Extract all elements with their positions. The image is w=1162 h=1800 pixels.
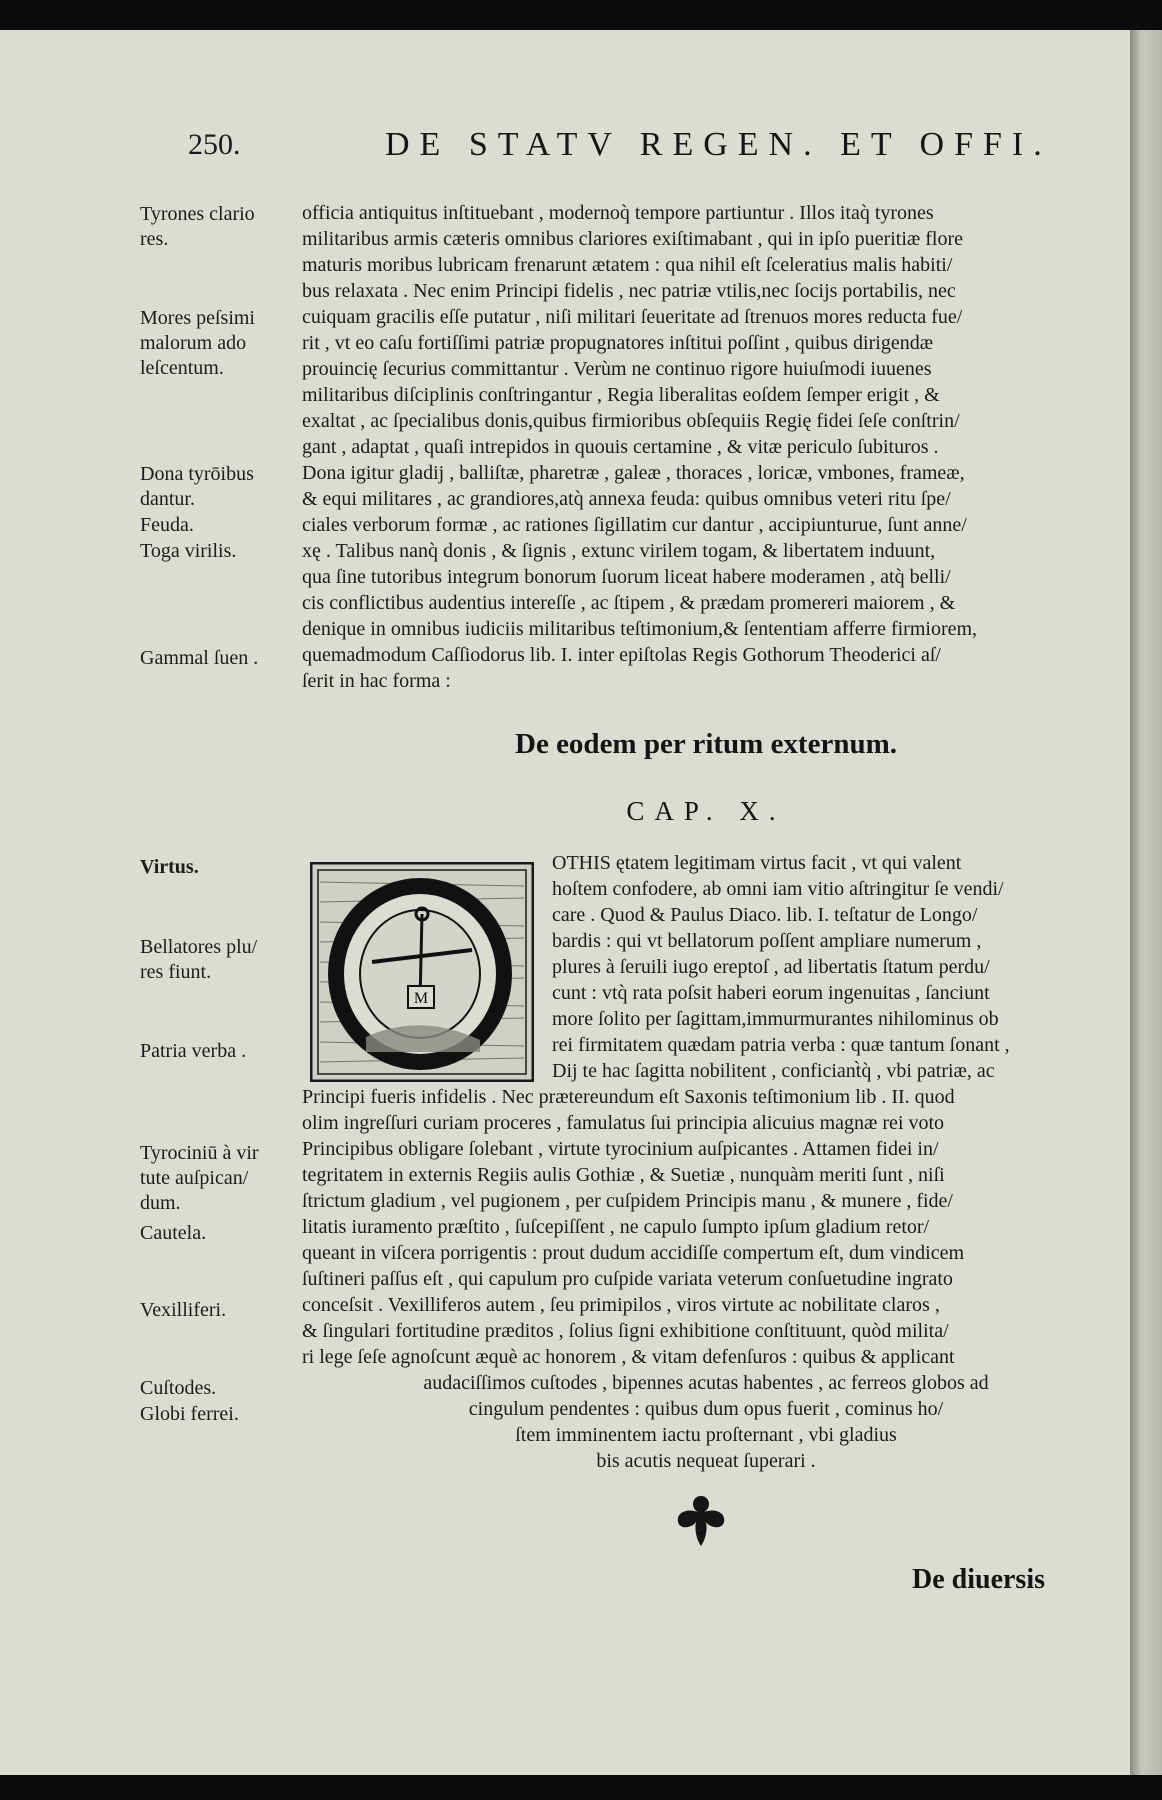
margin-note: Mores peſsimi malorum ado leſcentum. bbox=[140, 307, 255, 379]
text-line: ſuſtineri paſſus eſt , qui capulum pro cuſpide variata veterum conſuetudine ingrato bbox=[302, 1268, 953, 1290]
text-line: conceſsit . Vexilliferos autem , ſeu primipilos , viros virtute ac nobilitate claros , bbox=[302, 1294, 940, 1316]
text-line: cis conflictibus audentius intereſſe , ac ſtipem , & prædam promereri maiorem , & bbox=[302, 592, 956, 614]
text-line: audaciſſimos cuſtodes , bipennes acutas habentes , ac ferreos globos ad bbox=[423, 1372, 989, 1394]
svg-text:M: M bbox=[413, 990, 429, 1007]
text-line: Principibus obligare ſolebant , virtute tyrocinium auſpicantes . Attamen fidei in/ bbox=[302, 1138, 939, 1160]
text-line: rit , vt eo caſu fortiſſimi patriæ propugnatores inſtitui poſſint , quibus dirigendæ bbox=[302, 332, 934, 354]
text-line: quemadmodum Caſſiodorus lib. I. inter epiſtolas Regis Gothorum Theoderici aſ/ bbox=[302, 644, 941, 666]
margin-note: Cuſtodes. bbox=[140, 1377, 217, 1399]
text-line: cingulum pendentes : quibus dum opus fuerit , cominus ho/ bbox=[468, 1398, 944, 1420]
text-line: bardis : qui vt bellatorum poſſent ampliare numerum , bbox=[552, 930, 982, 952]
paragraph-body bbox=[302, 200, 1110, 694]
chapter-heading: CAP. X. bbox=[626, 796, 786, 826]
text-line: hoſtem confodere, ab omni iam vitio aſtringitur ſe vendi/ bbox=[552, 878, 1004, 900]
margin-note: Globi ferrei. bbox=[140, 1403, 239, 1425]
text-line: rei firmitatem quædam patria verba : quæ tantum ſonant , bbox=[552, 1034, 1010, 1056]
text-line: xę . Talibus nanq̀ donis , & ſignis , extunc virilem togam, & libertatem induunt, bbox=[302, 540, 936, 562]
text-line: tegritatem in externis Regiis aulis Gothiæ , & Suetiæ , nunquàm meriti ſunt , niſi bbox=[302, 1164, 945, 1186]
text-line: more ſolito per ſagittam,immurmurantes nihilominus ob bbox=[552, 1008, 999, 1030]
text-line: cunt : vtq̀ rata poſsit haberi eorum ingenuitas , ſanciunt bbox=[552, 982, 990, 1004]
margin-note: Gammal ſuen . bbox=[140, 647, 259, 669]
paragraph-body bbox=[302, 850, 1110, 1474]
fleuron-ornament-icon bbox=[670, 1492, 732, 1548]
text-line: olim ingreſſuri curiam proceres , famulatus ſui principia alicuius magnæ rei voto bbox=[302, 1112, 945, 1134]
text-line: ri lege ſeſe agnoſcunt æquè ac honorem , & vitam defenſuros : quibus & applicant bbox=[302, 1346, 955, 1368]
margin-note: Toga virilis. bbox=[140, 540, 237, 562]
text-line: militaribus diſciplinis conſtringantur , Regia liberalitas eoſdem ſemper erigit , & bbox=[302, 384, 940, 406]
text-line: care . Quod & Paulus Diaco. lib. I. teſtatur de Longo/ bbox=[552, 904, 978, 926]
margin-note: Tyrones clario res. bbox=[140, 203, 255, 250]
margin-note: Feuda. bbox=[140, 514, 194, 536]
text-line: bus relaxata . Nec enim Principi fidelis , nec patriæ vtilis,nec ſocijs portabilis, nec bbox=[302, 280, 956, 302]
text-line: plures à ſeruili iugo ereptoſ , ad libertatis ſtatum perdu/ bbox=[552, 956, 990, 978]
text-line: gant , adaptat , quaſi intrepidos in quouis certamine , & vitæ periculo ſubituros . bbox=[302, 436, 939, 458]
text-line: & equi militares , ac grandiores,atq̀ annexa feuda: quibus omnibus veteri ritu ſpe/ bbox=[302, 488, 951, 510]
text-line: ſerit in hac forma : bbox=[302, 670, 451, 692]
text-line: qua ſine tutoribus integrum bonorum ſuorum liceat habere moderamen , atq̀ belli/ bbox=[302, 566, 951, 588]
text-line: ciales verborum formæ , ac rationes ſigillatim cur dantur , accipiunturue, ſunt anne/ bbox=[302, 514, 967, 536]
margin-note: Virtus. bbox=[140, 856, 199, 878]
margin-note: Dona tyrōibus dantur. bbox=[140, 463, 254, 510]
book-page-edge bbox=[1128, 30, 1162, 1775]
section-title: De eodem per ritum externum. bbox=[515, 728, 897, 760]
page-number: 250. bbox=[188, 128, 241, 161]
text-line: ſtrictum gladium , vel pugionem , per cuſpidem Principis manu , & munere , fide/ bbox=[302, 1190, 953, 1212]
text-line: militaribus armis cæteris omnibus clariores exiſtimabant , qui in ipſo pueritiæ flore bbox=[302, 228, 963, 250]
margin-note: Patria verba . bbox=[140, 1040, 247, 1062]
text-line: cuiquam gracilis eſſe putatur , niſi militari ſeueritate ad ſtrenuos mores reducta fue/ bbox=[302, 306, 963, 328]
text-line: bis acutis nequeat ſuperari . bbox=[596, 1450, 816, 1472]
text-line: queant in viſcera porrigentis : prout dudum accidiſſe compertum eſt, dum vindicem bbox=[302, 1242, 965, 1264]
text-line: & ſingulari fortitudine præditos , ſolius ſigni exhibitione conſtituunt, quòd milita/ bbox=[302, 1320, 949, 1342]
text-line: Dij te hac ſagitta nobilitent , conficiant̀q̀ , vbi patriæ, ac bbox=[552, 1060, 995, 1082]
text-line: ſtem imminentem iactu proſternant , vbi gladius bbox=[515, 1424, 897, 1446]
text-line: maturis moribus lubricam frenarunt ætatem : qua nihil eſt ſceleratius malis habiti/ bbox=[302, 254, 953, 276]
text-line: litatis iuramento præſtito , ſuſcepiſſent , ne capulo ſumpto ipſum gladium retor/ bbox=[302, 1216, 930, 1238]
text-line: Dona igitur gladij , balliſtæ, pharetræ , galeæ , thoraces , loricæ, vmbones, frameæ, bbox=[302, 462, 965, 484]
margin-note: Tyrociniū à vir tute auſpican/ dum. bbox=[140, 1142, 259, 1214]
text-line: Principi fueris infidelis . Nec prætereundum eſt Saxonis teſtimonium lib . II. quod bbox=[302, 1086, 955, 1108]
running-head: DE STATV REGEN. ET OFFI. bbox=[385, 126, 1052, 163]
margin-note: Vexilliferi. bbox=[140, 1299, 227, 1321]
margin-note: Bellatores plu/ res fiunt. bbox=[140, 936, 258, 983]
text-line: denique in omnibus iudiciis militaribus teſtimonium,& ſententiam afferre firmiorem, bbox=[302, 618, 978, 640]
text-line: prouincię ſecurius committantur . Verùm ne continuo rigore huiuſmodi iuuenes bbox=[302, 358, 932, 380]
margin-note: Cautela. bbox=[140, 1222, 207, 1244]
text-line: OTHIS ętatem legitimam virtus facit , vt qui valent bbox=[552, 852, 962, 874]
text-line: officia antiquitus inſtituebant , modernoq̀ tempore partiuntur . Illos itaq̀ tyrones bbox=[302, 202, 934, 224]
text-line: exaltat , ac ſpecialibus donis,quibus firmioribus obſequiis Regię fidei ſeſe conſtrin/ bbox=[302, 410, 960, 432]
catchword: De diuersis bbox=[912, 1564, 1045, 1595]
